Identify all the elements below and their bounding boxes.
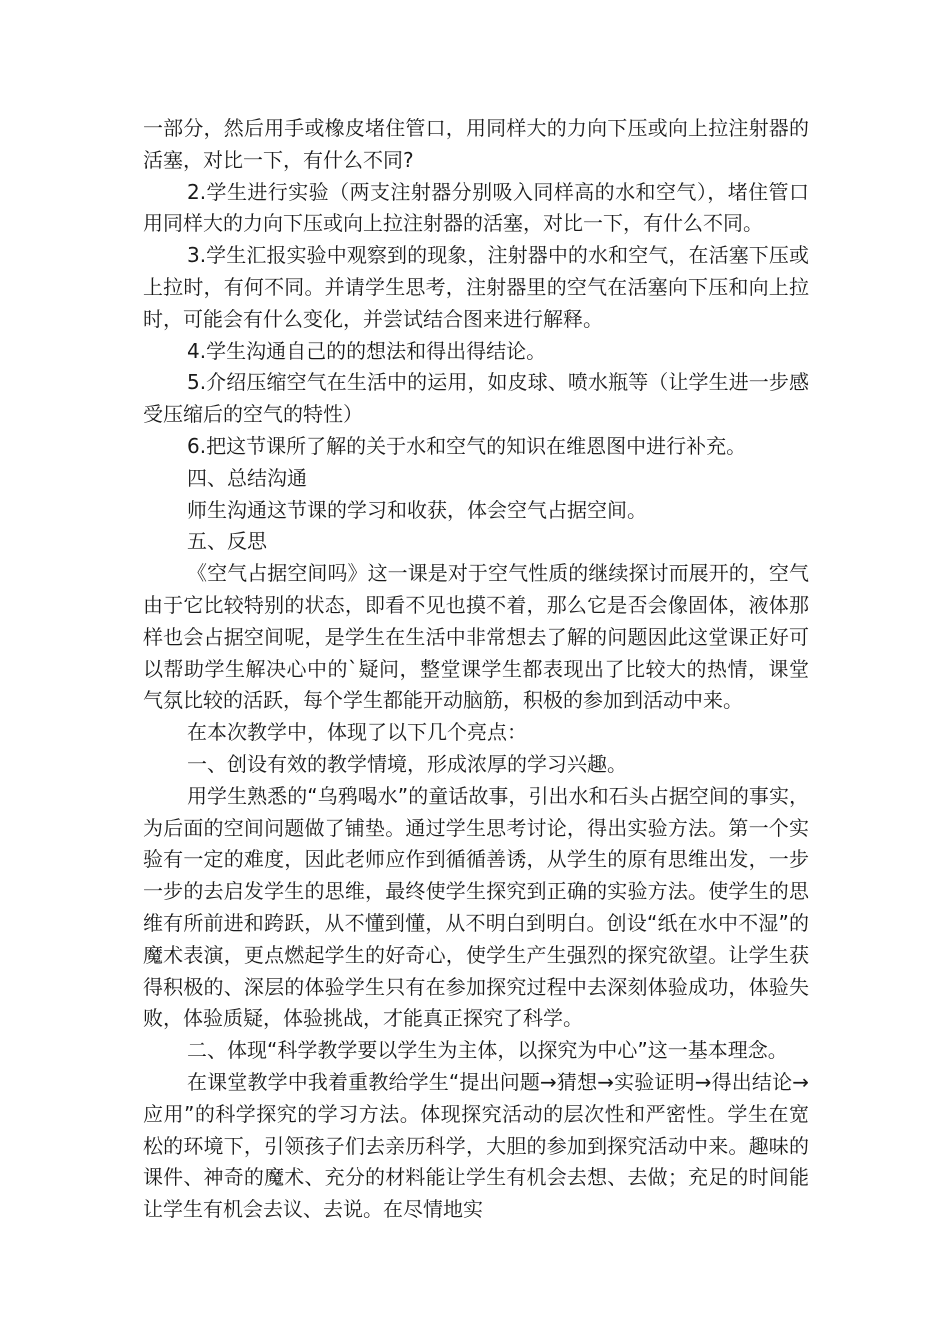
paragraph-reflection: 《空气占据空间吗》这一课是对于空气性质的继续探讨而展开的，空气由于它比较特别的状态，即看不见也摸不着，那么它是否会像固体，液体那样也会占据空间呢，是学生在生活中非常想去了解的问题因此这堂课正好可以帮助学生解决心中的`疑问，整堂课学生都表现出了比较大的热情，课堂气氛比较的活跃，每个学生都能开动脑筋，积极的参加到活动中来。 (143, 561, 809, 713)
paragraph-summary: 师生沟通这节课的学习和收获，体会空气占据空间。 (187, 497, 647, 522)
highlight-heading-1: 一、创设有效的教学情境，形成浓厚的学习兴趣。 (187, 751, 627, 776)
paragraph-step-3: 3.学生汇报实验中观察到的现象，注射器中的水和空气，在活塞下压或上拉时，有何不同。并请学生思考，注射器里的空气在活塞向下压和向上拉时，可能会有什么变化，并尝试结合图来进行解释。 (143, 243, 809, 331)
paragraph-highlight-1: 用学生熟悉的“乌鸦喝水”的童话故事，引出水和石头占据空间的事实，为后面的空间问题做了铺垫。通过学生思考讨论，得出实验方法。第一个实验有一定的难度，因此老师应作到循循善诱，从学生的原有思维出发，一步一步的去启发学生的思维，最终使学生探究到正确的实验方法。使学生的思维有所前进和跨跃，从不懂到懂，从不明白到明白。创设“纸在水中不湿”的魔术表演，更点燃起学生的好奇心，使学生产生强烈的探究欲望。让学生获得积极的、深层的体验学生只有在参加探究过程中去深刻体验成功，体验失败，体验质疑，体验挑战，才能真正探究了科学。 (143, 783, 809, 1031)
paragraph-step-6: 6.把这节课所了解的关于水和空气的知识在维恩图中进行补充。 (187, 433, 747, 458)
paragraph-step-5: 5.介绍压缩空气在生活中的运用，如皮球、喷水瓶等（让学生进一步感受压缩后的空气的特性） (143, 370, 809, 427)
section-heading-reflection: 五、反思 (187, 529, 267, 554)
paragraph-highlights-intro: 在本次教学中，体现了以下几个亮点： (187, 720, 527, 745)
paragraph-step-2: 2.学生进行实验（两支注射器分别吸入同样高的水和空气），堵住管口用同样大的力向下压或向上拉注射器的活塞，对比一下，有什么不同。 (143, 179, 809, 236)
paragraph-continuation: 一部分，然后用手或橡皮堵住管口，用同样大的力向下压或向上拉注射器的活塞，对比一下，有什么不同? (143, 116, 809, 172)
paragraph-highlight-2: 在课堂教学中我着重教给学生“提出问题→猜想→实验证明→得出结论→应用”的科学探究的学习方法。体现探究活动的层次性和严密性。学生在宽松的环境下，引领孩子们去亲历科学，大胆的参加到探究活动中来。趣味的课件、神奇的魔术、充分的材料能让学生有机会去想、去做；充足的时间能让学生有机会去议、去说。在尽情地实 (143, 1069, 809, 1222)
paragraph-step-4: 4.学生沟通自己的的想法和得出得结论。 (187, 338, 547, 363)
section-heading-summary: 四、总结沟通 (187, 465, 307, 490)
document-body (143, 113, 809, 1226)
highlight-heading-2: 二、体现“科学教学要以学生为主体，以探究为中心”这一基本理念。 (187, 1038, 788, 1063)
